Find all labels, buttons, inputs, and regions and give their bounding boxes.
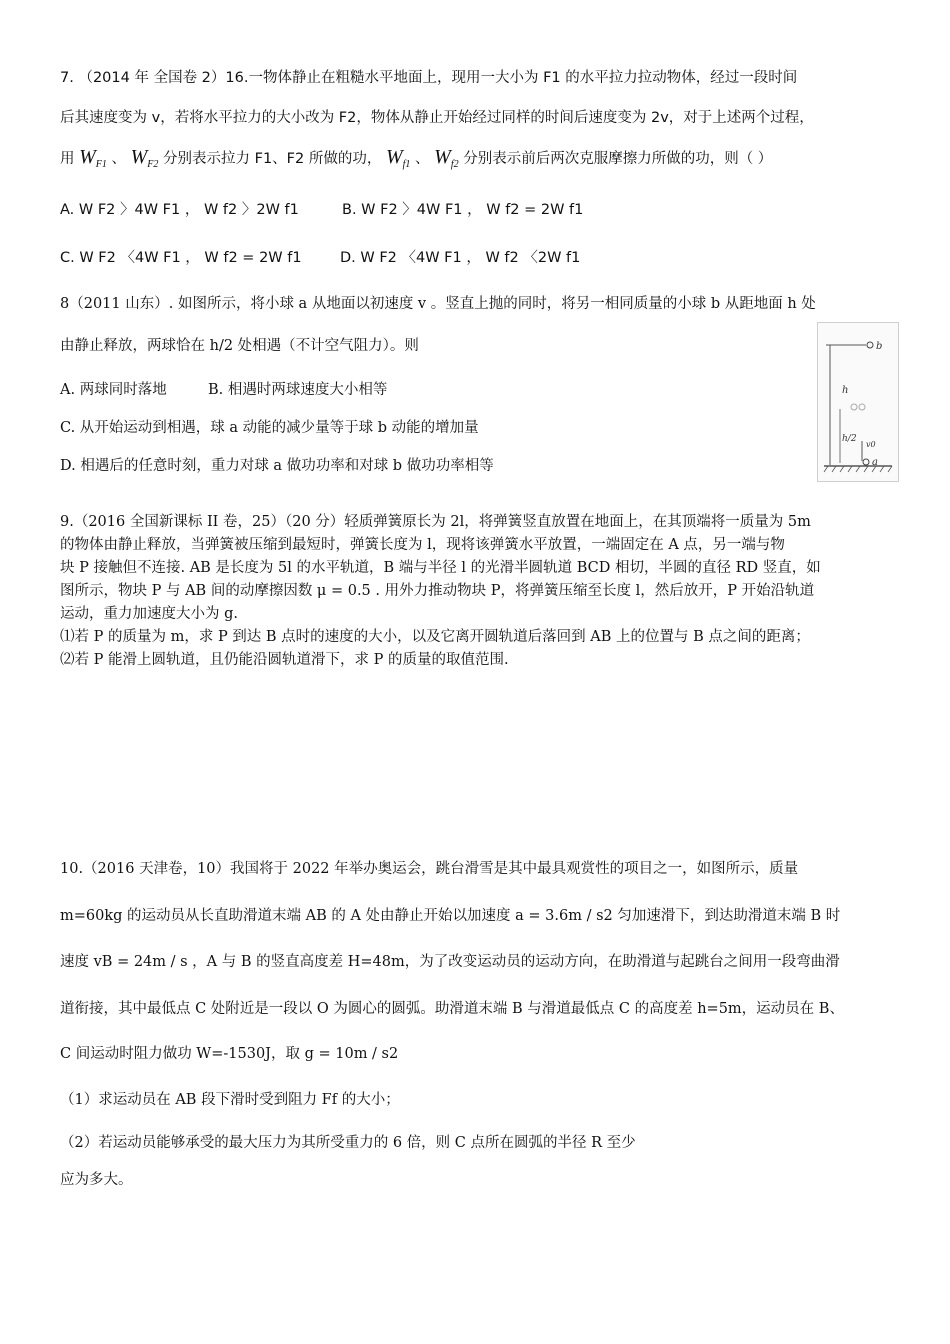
- q7-option-d: D. W F2 〈4W F1 ， W f2 〈2W f1: [340, 250, 581, 266]
- q10-line-7: （2）若运动员能够承受的最大压力为其所受重力的 6 倍，则 C 点所在圆弧的半径 R 至少: [60, 1135, 636, 1151]
- q9-line-2: 的物体由静止释放，当弹簧被压缩到最短时，弹簧长度为 l，现将该弹簧水平放置，一端固定在 A 点，另一端与物: [60, 537, 785, 553]
- q10-line-8: 应为多大。: [60, 1172, 133, 1188]
- q8-label-h: h: [842, 385, 849, 396]
- q9-line-1: 9.（2016 全国新课标 II 卷，25）（20 分）轻质弹簧原长为 2l，将弹簧竖直放置在地面上，在其顶端将一质量为 5m: [60, 514, 811, 530]
- q7-line-2: 后其速度变为 v，若将水平拉力的大小改为 F2，物体从静止开始经过同样的时间后速度变为 2v，对于上述两个过程，: [60, 110, 814, 126]
- q8-label-v0: v0: [866, 440, 876, 449]
- q8-line-1: 8（2011 山东）. 如图所示，将小球 a 从地面以初速度 v 。竖直上抛的同时，将另一相同质量的小球 b 从距地面 h 处: [60, 296, 816, 312]
- q8-ground-hatch: [824, 466, 892, 472]
- q10-line-3: 速度 vB = 24m / s ，A 与 B 的竖直高度差 H=48m，为了改变运动员的运动方向，在助滑道与起跳台之间用一段弯曲滑: [60, 954, 840, 970]
- q7-option-c: C. W F2 〈4W F1 ， W f2 = 2W f1: [60, 250, 302, 266]
- q8-figure: [817, 322, 899, 482]
- q7-option-b: B. W F2 〉4W F1 ， W f2 = 2W f1: [342, 202, 584, 218]
- q9-line-5: 运动，重力加速度大小为 g.: [60, 606, 238, 622]
- q9-line-4: 图所示，物块 P 与 AB 间的动摩擦因数 μ = 0.5 . 用外力推动物块 P，将弹簧压缩至长度 l，然后放开，P 开始沿轨道: [60, 583, 815, 599]
- q8-option-a: A. 两球同时落地: [60, 382, 167, 398]
- q9-line-7: ⑵若 P 能滑上圆轨道，且仍能沿圆轨道滑下，求 P 的质量的取值范围.: [60, 652, 509, 668]
- q8-ball-a: [863, 459, 869, 465]
- q8-figure-drawing: [818, 323, 898, 481]
- q10-line-5: C 间运动时阻力做功 W=-1530J，取 g = 10m / s2: [60, 1046, 399, 1062]
- q9-line-3: 块 P 接触但不连接. AB 是长度为 5l 的水平轨道，B 端与半径 l 的光滑半圆轨道 BCD 相切，半圆的直径 RD 竖直，如: [60, 560, 821, 576]
- q8-label-half: h/2: [842, 434, 857, 444]
- q10-line-4: 道衔接，其中最低点 C 处附近是一段以 O 为圆心的圆弧。助滑道末端 B 与滑道最低点 C 的高度差 h=5m，运动员在 B、: [60, 1001, 844, 1017]
- q7-line-1: 7. （2014 年 全国卷 2）16.一物体静止在粗糙水平地面上，现用一大小为 F1 的水平拉力拉动物体，经过一段时间: [60, 70, 798, 86]
- q8-meet-ball-2: [859, 404, 865, 410]
- q9-line-6: ⑴若 P 的质量为 m，求 P 到达 B 点时的速度的大小，以及它离开圆轨道后落回到 AB 上的位置与 B 点之间的距离；: [60, 629, 810, 645]
- q8-option-b: B. 相遇时两球速度大小相等: [208, 382, 388, 398]
- q10-line-2: m=60kg 的运动员从长直助滑道末端 AB 的 A 处由静止开始以加速度 a = 3.6m / s2 匀加速滑下，到达助滑道末端 B 时: [60, 908, 841, 924]
- q7-option-a: A. W F2 〉4W F1 ， W f2 〉2W f1: [60, 202, 299, 218]
- q8-meet-ball-1: [851, 404, 857, 410]
- q8-option-c: C. 从开始运动到相遇，球 a 动能的减少量等于球 b 动能的增加量: [60, 420, 479, 436]
- q8-line-2: 由静止释放，两球恰在 h/2 处相遇（不计空气阻力）。则: [60, 338, 419, 354]
- q8-option-d: D. 相遇后的任意时刻，重力对球 a 做功功率和对球 b 做功功率相等: [60, 458, 494, 474]
- q10-line-1: 10.（2016 天津卷，10）我国将于 2022 年举办奥运会，跳台滑雪是其中最具观赏性的项目之一，如图所示，质量: [60, 861, 799, 877]
- q8-ball-b: [867, 342, 873, 348]
- q8-label-a: a: [872, 457, 878, 468]
- q7-line-3: 用 $W_{F1}$ 、 $W_{F2}$ 分别表示拉力 F1、F2 所做的功， $W_{f1}$ 、 $W_{f2}$ 分别表示前后两次克服摩擦力所做的功，则（ ）: [60, 146, 773, 170]
- q10-line-6: （1）求运动员在 AB 段下滑时受到阻力 Ff 的大小；: [60, 1092, 400, 1108]
- q8-label-b: b: [876, 341, 883, 352]
